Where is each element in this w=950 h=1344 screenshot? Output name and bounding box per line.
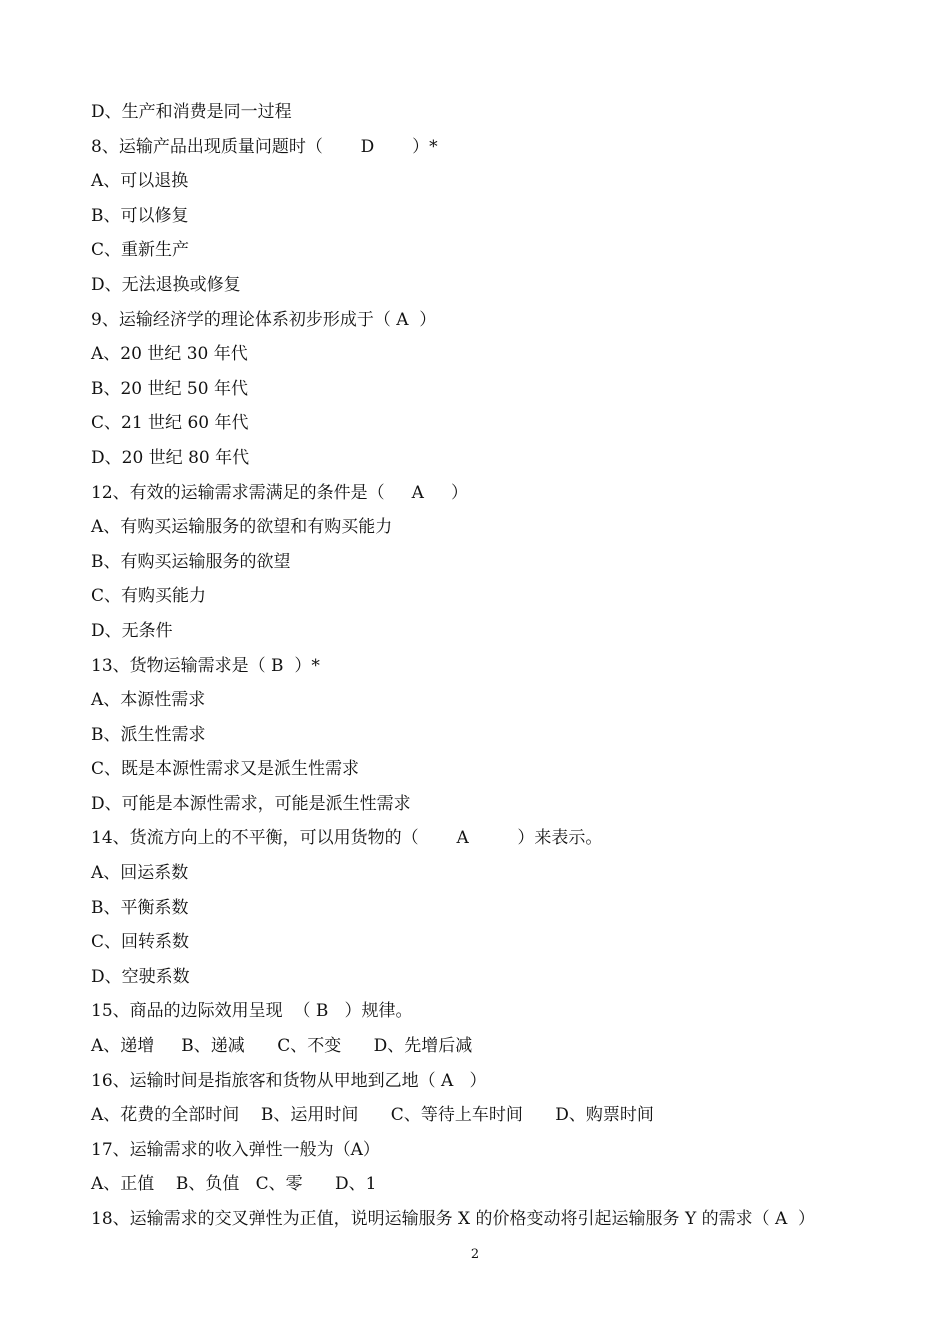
- option-line: A、有购买运输服务的欲望和有购买能力: [91, 517, 393, 538]
- question-17: 17、运输需求的收入弹性一般为（A）: [91, 1139, 380, 1160]
- option-line: A、正值 B、负值 C、零 D、1: [91, 1174, 377, 1195]
- option-line: A、本源性需求: [91, 690, 206, 711]
- question-8: 8、运输产品出现质量问题时（ D ）*: [91, 136, 438, 157]
- option-line: A、可以退换: [91, 171, 189, 192]
- option-line: C、重新生产: [91, 240, 190, 261]
- text-line: D、生产和消费是同一过程: [91, 102, 292, 122]
- option-line: D、20 世纪 80 年代: [91, 447, 250, 468]
- option-line: B、可以修复: [91, 205, 189, 226]
- question-18: 18、运输需求的交叉弹性为正值，说明运输服务 X 的价格变动将引起运输服务 Y 的需求（ A ）: [91, 1209, 816, 1229]
- question-12: 12、有效的运输需求需满足的条件是（ A ）: [91, 482, 468, 503]
- option-line: C、21 世纪 60 年代: [91, 413, 249, 434]
- option-line: C、有购买能力: [91, 586, 207, 607]
- question-list: [91, 95, 891, 1237]
- option-line: D、空驶系数: [91, 966, 190, 987]
- page-number: 2: [470, 1247, 480, 1262]
- question-9: 9、运输经济学的理论体系初步形成于（ A ）: [91, 309, 437, 330]
- option-line: D、可能是本源性需求，可能是派生性需求: [91, 793, 411, 814]
- question-13: 13、货物运输需求是（ B ）*: [91, 655, 320, 676]
- option-line: B、20 世纪 50 年代: [91, 378, 248, 399]
- option-line: A、花费的全部时间 B、运用时间 C、等待上车时间 D、购票时间: [91, 1105, 654, 1126]
- question-14: 14、货流方向上的不平衡，可以用货物的（ A ）来表示。: [91, 828, 603, 849]
- option-line: B、有购买运输服务的欲望: [91, 551, 291, 572]
- option-line: D、无法退换或修复: [91, 274, 241, 295]
- option-line: A、20 世纪 30 年代: [91, 344, 248, 365]
- option-line: C、既是本源性需求又是派生性需求: [91, 759, 360, 780]
- option-line: A、递增 B、递减 C、不变 D、先增后减: [91, 1036, 473, 1057]
- option-line: B、派生性需求: [91, 724, 206, 745]
- question-15: 15、商品的边际效用呈现 （ B ）规律。: [91, 1001, 413, 1022]
- question-16: 16、运输时间是指旅客和货物从甲地到乙地（ A ）: [91, 1070, 487, 1091]
- option-line: B、平衡系数: [91, 897, 189, 918]
- option-line: A、回运系数: [91, 863, 189, 884]
- option-line: C、回转系数: [91, 932, 190, 953]
- option-line: D、无条件: [91, 620, 173, 641]
